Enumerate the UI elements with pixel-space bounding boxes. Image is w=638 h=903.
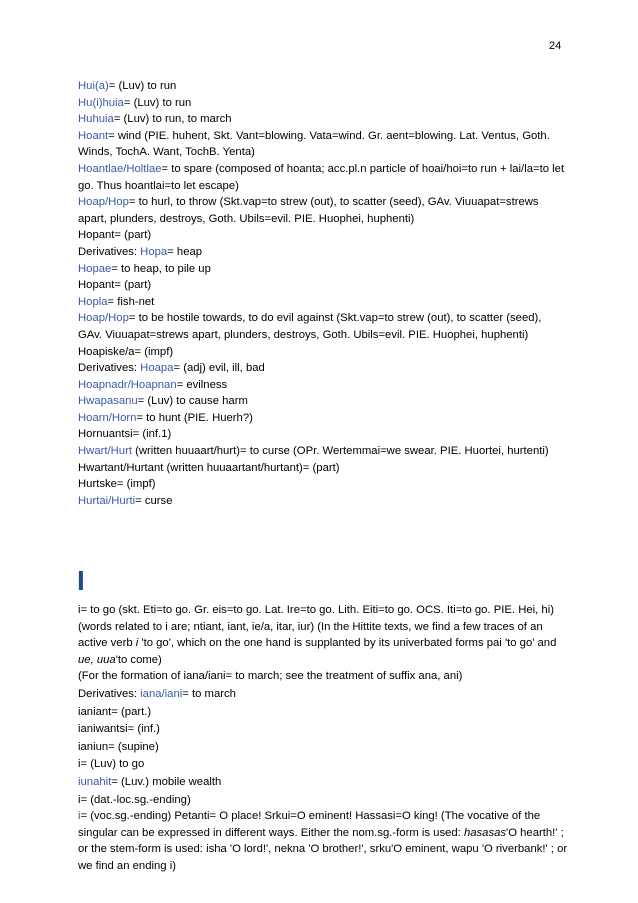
dictionary-entry (78, 739, 568, 756)
entry-i-go: i= to go (skt. Eti=to go. Gr. eis=to go. Lat. Ire=to go. Lith. Eiti=to go. OCS. Iti=to go. PIE. Hei, hi) (words related to i are; ntiant, iant, ie/a, itar, iur) (In the Hittite texts, we find a few traces of an active verb i 'to go', which on the one hand is supplanted by its univerbated forms pai 'to go' and ue, uua'to come) (78, 604, 557, 666)
entry-prefix: i= (Luv) to go (78, 758, 145, 771)
headword: Hu(i)huia (78, 96, 124, 109)
entry-definition: = curse (135, 494, 173, 507)
dictionary-entry (78, 95, 568, 112)
dictionary-entry (78, 277, 568, 294)
entry-prefix: Derivatives: (78, 245, 141, 258)
entry-prefix: Derivatives: (78, 687, 141, 700)
entry-prefix: Hoapiske/a= (impf) (78, 345, 174, 358)
dictionary-entry (78, 792, 568, 809)
dictionary-entry (78, 344, 568, 361)
headword: iunahit (78, 775, 112, 788)
headword: Hopa (140, 245, 168, 258)
entry-definition: = evilness (176, 378, 228, 391)
headword: Hopae (78, 262, 112, 275)
dictionary-entry (78, 410, 568, 427)
headword: Hopla (78, 295, 108, 308)
entry-i-vocative: i= (voc.sg.-ending) Petanti= O place! Srkui=O eminent! Hassasi=O king! (The vocative of the singular can be expressed in different ways. Either the nom.sg.-form is used: hasasas'O hearth!' ; or the stem-form is used: isha 'O lord!', nekna 'O brother!', srku'O eminent, wapu 'O riverbank!' ; or we find an ending i) (78, 810, 568, 872)
dictionary-entries-h (78, 78, 568, 509)
entry-definition: = wind (PIE. huhent, Skt. Vant=blowing. Vata=wind. Gr. aent=blowing. Lat. Ventus, Goth. Winds, TochA. Want, TochB. Yenta) (78, 129, 550, 159)
dictionary-entry (78, 360, 568, 377)
dictionary-entry (78, 128, 568, 161)
dictionary-entry (78, 493, 568, 510)
entry-definition: = to hurl, to throw (Skt.vap=to strew (out), to scatter (seed), GAv. Viuuapat=strews apart, plunders, destroys, Goth. Ubils=evil. PIE. Huophei, huphenti) (78, 196, 539, 225)
entry-prefix: ianiant= (part.) (78, 705, 152, 718)
dictionary-entry (78, 721, 568, 738)
headword: Hoant (78, 129, 109, 142)
entry-prefix: Derivatives: (78, 362, 141, 375)
dictionary-entry (78, 244, 568, 261)
entry-prefix: Hornuantsi= (inf.1) (78, 428, 172, 441)
dictionary-entries-i (78, 602, 568, 875)
entry-prefix: Hwartant/Hurtant (written huuaartant/hurtant)= (part) (78, 461, 340, 474)
dictionary-entry (78, 686, 568, 703)
dictionary-entry (78, 426, 568, 443)
dictionary-entry (78, 393, 568, 410)
entry-definition: = to march (182, 687, 236, 700)
entry-definition: = to heap, to pile up (111, 262, 211, 275)
entry-prefix: ianiwantsi= (inf.) (78, 723, 160, 736)
headword: Hoap/Hop (78, 196, 129, 209)
section-heading: I (77, 565, 85, 596)
entry-definition: = fish-net (107, 295, 155, 308)
entry-definition: = to spare (composed of hoanta; acc.pl.n particle of hoai/hoi=to run + lai/la=to let go. Thus hoantlai=to let escape) (78, 162, 565, 192)
page-number: 24 (549, 40, 562, 52)
headword: Hoap/Hop (78, 312, 129, 325)
derivative-list (78, 686, 568, 808)
dictionary-entry (78, 111, 568, 128)
headword: Hoarn/Horn (78, 411, 137, 424)
entry-prefix: Hurtske= (impf) (78, 478, 156, 491)
entry-definition: = to be hostile towards, to do evil against (Skt.vap=to strew (out), to scatter (seed), GAv. Viuuapat=strews apart, plunders, destroys, Goth. Ubils=evil. PIE. Huophei, huphenti) (78, 312, 542, 341)
dictionary-entry (78, 443, 568, 460)
dictionary-entry (78, 161, 568, 194)
headword: Hui(a) (78, 80, 109, 92)
entry-prefix: Hopant= (part) (78, 279, 152, 292)
entry-definition: = to hunt (PIE. Huerh?) (136, 411, 253, 424)
entry-definition: = (adj) evil, ill, bad (173, 362, 265, 375)
dictionary-entry (78, 194, 568, 227)
dictionary-entry (78, 704, 568, 721)
headword: Hwapasanu (78, 395, 138, 408)
headword: Hoapnadr/Hoapnan (78, 378, 177, 391)
entry-prefix: i= (dat.-loc.sg.-ending) (78, 793, 191, 806)
entry-definition: = (Luv.) mobile wealth (111, 775, 222, 788)
dictionary-entry (78, 774, 568, 791)
entry-prefix: ianiun= (supine) (78, 740, 159, 753)
entry-definition: = (Luv) to cause harm (137, 395, 248, 408)
entry-definition: = (Luv) to run, to march (113, 113, 232, 126)
formation-note: (For the formation of iana/iani= to march; see the treatment of suffix ana, ani) (78, 670, 463, 683)
headword: Hwart/Hurt (78, 445, 132, 458)
headword: Hoantlae/Holtlae (78, 162, 162, 175)
entry-definition: = (Luv) to run (123, 96, 192, 109)
headword: iana/iani (140, 687, 183, 700)
dictionary-entry (78, 227, 568, 244)
dictionary-entry (78, 310, 568, 343)
dictionary-entry (78, 261, 568, 278)
dictionary-entry (78, 294, 568, 311)
dictionary-entry (78, 476, 568, 493)
dictionary-entry (78, 78, 568, 95)
headword: Hoapa (140, 362, 174, 375)
dictionary-entry (78, 756, 568, 773)
entry-definition: (written huuaart/hurt)= to curse (OPr. Wertemmai=we swear. PIE. Huortei, hurtenti) (131, 445, 549, 458)
headword: Hurtai/Hurti (78, 494, 136, 507)
dictionary-entry (78, 377, 568, 394)
entry-definition: = heap (167, 245, 203, 258)
dictionary-entry (78, 460, 568, 477)
entry-definition: = (Luv) to run (108, 80, 177, 92)
headword: Huhuia (78, 113, 114, 126)
entry-prefix: Hopant= (part) (78, 229, 152, 242)
